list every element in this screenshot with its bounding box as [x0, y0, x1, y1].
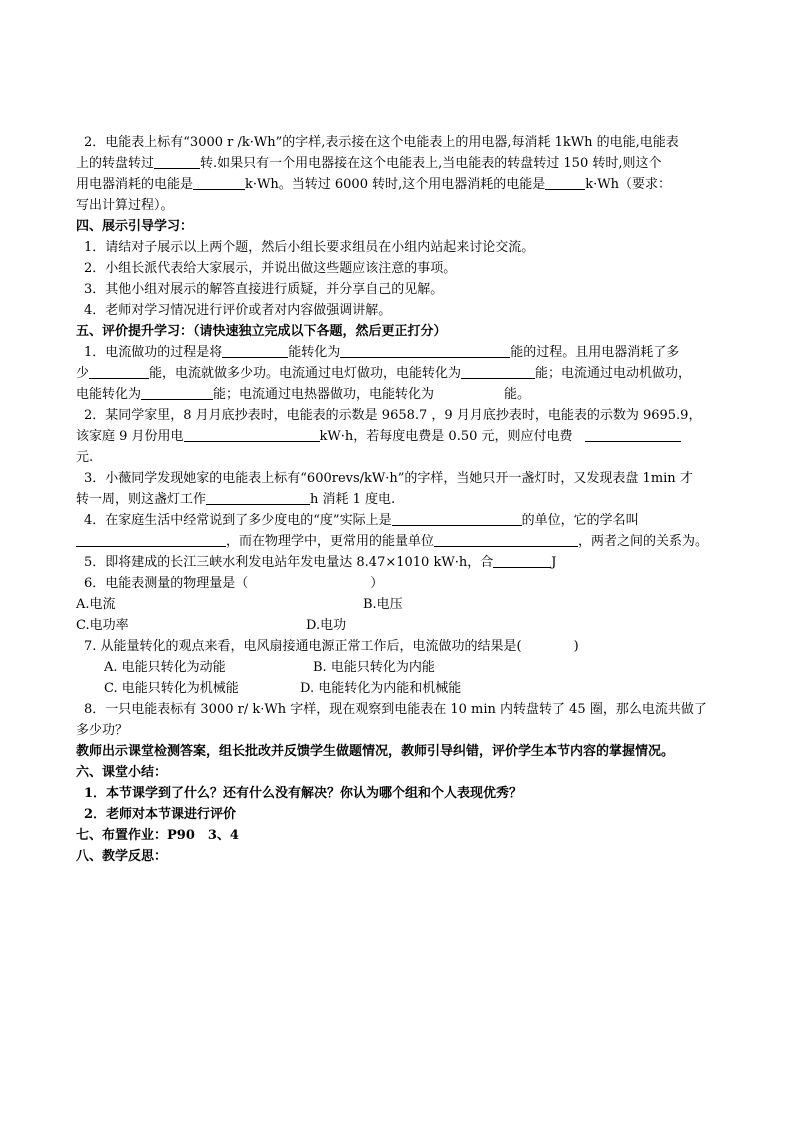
s5-q1-line-2 — [76, 363, 726, 384]
s5-q2-line-1 — [76, 405, 726, 426]
s5-q7-options-1 — [76, 657, 726, 678]
list-item: 1．请结对子展示以上两个题，然后小组长要求组员在小组内站起来讨论交流。 — [84, 240, 535, 255]
s5-q7-stem — [76, 636, 726, 657]
question-text: ，两者之间的关系为。 — [578, 534, 709, 549]
answer-blank[interactable] — [340, 344, 510, 358]
question-text: 7. 从能量转化的观点来看，电风扇接通电源正常工作后，电流做功的结果是( — [84, 639, 522, 654]
homework-content: P90 3、4 — [167, 828, 239, 843]
section-title: 七、布置作业： — [76, 828, 168, 843]
question-text: h 消耗 1 度电. — [310, 492, 396, 507]
question-text: 元. — [76, 450, 94, 465]
question-text: kW·h，若每度电费是 0.50 元，则应付电费 — [319, 429, 573, 444]
answer-blank[interactable] — [76, 533, 226, 547]
question-text: 能，电流就做多少功。电流通过电灯做功，电能转化为 — [149, 366, 462, 381]
list-item: 3．其他小组对展示的解答直接进行质疑，并分享自己的见解。 — [84, 282, 444, 297]
question-text: ，而在物理学中，更常用的能量单位 — [226, 534, 435, 549]
s5-q5-line — [76, 552, 726, 573]
s5-q8-line-2 — [76, 720, 726, 741]
q2-text: 上的转盘转过 — [76, 156, 155, 171]
list-item: 2．小组长派代表给大家展示，并说出做这些题应该注意的事项。 — [84, 261, 457, 276]
option-d[interactable]: D. 电能转化为内能和机械能 — [300, 681, 462, 696]
section-title: 四、展示引导学习： — [76, 219, 194, 234]
s5-q6-options-2 — [76, 615, 726, 636]
answer-blank[interactable] — [434, 533, 578, 547]
question-text: 能；电流通过电热器做功，电能转化为 — [213, 387, 435, 402]
q2-line-2 — [76, 153, 726, 174]
q2-line-3 — [76, 174, 726, 195]
section-title: 五、评价提升学习：（请快速独立完成以下各题，然后更正打分） — [76, 324, 447, 339]
option-a[interactable]: A.电流 — [76, 597, 116, 612]
s5-q2-line-3 — [76, 447, 726, 468]
answer-blank[interactable] — [461, 365, 535, 379]
worksheet-page — [76, 132, 726, 867]
q2-text: k·Wh。当转过 6000 转时,这个用电器消耗的电能是 — [245, 177, 546, 192]
answer-blank[interactable] — [545, 176, 585, 190]
question-text: 8．一只电能表标有 3000 r/ k·Wh 字样，现在观察到电能表在 10 min 内转盘转了 45 圈，那么电流共做了 — [84, 702, 707, 717]
answer-blank[interactable] — [585, 428, 681, 442]
list-item: 2．老师对本节课进行评价 — [84, 807, 237, 822]
answer-blank[interactable] — [193, 176, 245, 190]
s5-q1-line-1 — [76, 342, 726, 363]
question-text: 能的过程。且用电器消耗了多 — [510, 345, 680, 360]
question-text: 3．小薇同学发现她家的电能表上标有“600revs/kW·h”的字样，当她只开一盏灯时，又发现表盘 1min 才 — [84, 471, 693, 486]
question-text: 少 — [76, 366, 90, 381]
section-title: 八、教学反思： — [76, 849, 168, 864]
teacher-note: 教师出示课堂检测答案，组长批改并反馈学生做题情况，教师引导纠错，评价学生本节内容的掌握情况。 — [76, 744, 675, 759]
answer-blank[interactable] — [222, 344, 288, 358]
s5-q6-options-1 — [76, 594, 726, 615]
option-c[interactable]: C. 电能只转化为机械能 — [104, 681, 239, 696]
question-text: 2．某同学家里，8 月月底抄表时，电能表的示数是 9658.7 ，9 月月底抄表时，电能表的示数为 9695.9， — [84, 408, 702, 423]
q2-text: 用电器消耗的电能是 — [76, 177, 194, 192]
question-text: 5．即将建成的长江三峡水利发电站年发电量达 8.47×1010 kW·h，合 — [84, 555, 494, 570]
question-text: 4．在家庭生活中经常说到了多少度电的“度”实际上是 — [84, 513, 392, 528]
answer-blank[interactable] — [493, 554, 551, 568]
question-text: 转一周，则这盏灯工作 — [76, 492, 207, 507]
answer-blank[interactable] — [392, 512, 522, 526]
option-b[interactable]: B. 电能只转化为内能 — [313, 660, 435, 675]
question-text: ） — [370, 576, 384, 591]
question-text: 能转化为 — [288, 345, 341, 360]
question-text: 多少功？ — [76, 723, 129, 738]
section-title: 六、课堂小结： — [76, 765, 168, 780]
question-text: J — [551, 555, 557, 570]
s5-q8-line-1 — [76, 699, 726, 720]
question-text: 该家庭 9 月份用电 — [76, 429, 184, 444]
s5-q6-stem — [76, 573, 726, 594]
answer-blank[interactable] — [141, 386, 213, 400]
question-text: 1．电流做功的过程是将 — [84, 345, 223, 360]
option-b[interactable]: B.电压 — [363, 597, 403, 612]
q2-line-4 — [76, 195, 726, 216]
s5-q4-line-1 — [76, 510, 726, 531]
question-text: 6．电能表测量的物理量是（ — [84, 576, 249, 591]
answer-blank[interactable] — [184, 428, 320, 442]
q2-text: 2．电能表上标有“3000 r /k·Wh”的字样,表示接在这个电能表上的用电器,每消耗 1kWh 的电能,电能表 — [84, 135, 679, 150]
question-text: 能；电流通过电动机做功， — [535, 366, 692, 381]
question-text: 的单位，它的学名叫 — [521, 513, 639, 528]
question-text: ) — [573, 639, 579, 654]
option-a[interactable]: A. 电能只转化为动能 — [104, 660, 226, 675]
option-c[interactable]: C.电功率 — [76, 618, 129, 633]
homework-line — [76, 825, 726, 846]
question-text: 电能转化为 — [76, 387, 142, 402]
q2-text: 转.如果只有一个用电器接在这个电能表上,当电能表的转盘转过 150 转时,则这个 — [200, 156, 662, 171]
answer-blank[interactable] — [154, 155, 200, 169]
list-item: 1．本节课学到了什么？还有什么没有解决？你认为哪个组和个人表现优秀？ — [84, 786, 523, 801]
s5-q2-line-2 — [76, 426, 726, 447]
s5-q3-line-2 — [76, 489, 726, 510]
question-text: 能。 — [504, 387, 531, 402]
q2-text: 写出计算过程）。 — [76, 198, 174, 213]
s5-q1-line-3 — [76, 384, 726, 405]
answer-blank[interactable] — [89, 365, 149, 379]
answer-blank[interactable] — [206, 491, 310, 505]
option-d[interactable]: D.电功 — [306, 618, 347, 633]
list-item: 4．老师对学习情况进行评价或者对内容做强调讲解。 — [84, 303, 392, 318]
s5-q4-line-2 — [76, 531, 726, 552]
q2-text: k·Wh（要求： — [585, 177, 671, 192]
q2-line-1 — [76, 132, 726, 153]
s5-q7-options-2 — [76, 678, 726, 699]
s5-q3-line-1 — [76, 468, 726, 489]
